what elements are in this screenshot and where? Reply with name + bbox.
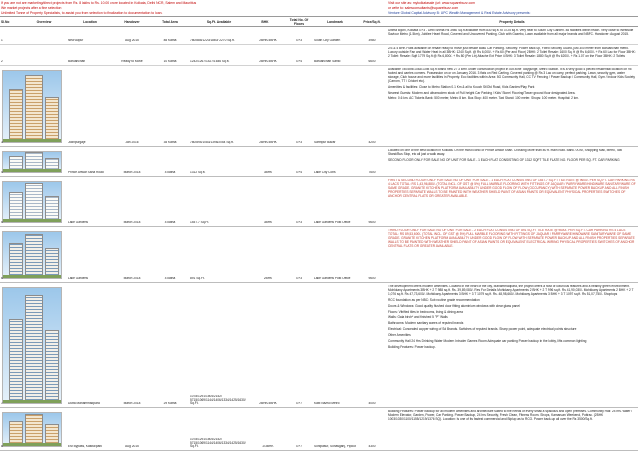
cell-sl: 5 bbox=[1, 221, 3, 225]
cell-handover: Jan 2016 bbox=[125, 141, 139, 145]
detail-paragraph: Community Hall 24 Hrs Drinking Water Modern Intruder Games Room Adequate car parking Power backup in the lobby, lifts common lighting bbox=[388, 339, 587, 344]
banner-left-text: We market projects after a fine selection bbox=[1, 6, 62, 10]
cell-landmark: Sonipasur, Sonasganj, Pipout bbox=[314, 445, 356, 449]
cell-bhk: 2/3BHK bbox=[262, 445, 274, 449]
cell-location: Lake Gardens bbox=[68, 277, 89, 281]
cell-sl: 1 bbox=[1, 39, 3, 43]
cell-price: 9600 bbox=[368, 277, 376, 281]
detail-paragraph: Building Features: Power backup for all modern amenities and architecture suited to the needs of every small a spacious and open premises. Community Hall: 24 hrs. water / Modern Elevator, Garden, Power, Car Parking. Power Backup, 24 hrs Security, Fresh Clean, Fitness Room. Shops, Kamaruan Weekend, Puttrac. (2BHK 1003/1030/1100/1155/1219/1376 SQ). Location: Is one of its fastest commercial and Biplup as to RCO. Power back-up all over the Rs 3500/Sq.ft. bbox=[388, 410, 633, 421]
header-bhk: BHK bbox=[261, 19, 269, 24]
property-details bbox=[388, 29, 636, 44]
building-photo bbox=[2, 181, 62, 223]
cell-total-area: 4 katha bbox=[164, 221, 176, 225]
cell-location: Dutta Mahammadpara bbox=[68, 402, 100, 406]
cell-location: Lake Gardens bbox=[68, 221, 89, 225]
cell-sl: 3 bbox=[1, 141, 3, 145]
header-sl: Sl.No bbox=[1, 19, 10, 24]
cell-total-area: 4 katha bbox=[164, 277, 176, 281]
header-location: Location bbox=[83, 19, 97, 24]
cell-landmark: South City Garden bbox=[314, 39, 341, 43]
building-photo bbox=[2, 287, 62, 404]
building-photo bbox=[2, 231, 62, 279]
cell-bhk: 3BHK bbox=[263, 221, 273, 225]
cell-handover: March 2018 bbox=[123, 402, 141, 406]
building-photo bbox=[2, 151, 62, 173]
detail-paragraph: Available 780/894/1083/1398 Sq.ft Brand new 2 / 3 BHK under construction project in out zone Tollygunge, Metro Station. It is a very good 4 pieced residential location on 95 footed and carries corners. Possession on or on January 2016. 3 flats on Red Carting. Covered parking @ Rs 3 Lac on carry, perfect parking. Lawn, security gym, water storage, Club house and more facilities in Property. Eco facilities within Area: 5G Community Hall, CC TV Fencing / Power Backup / Community Hall, Gym / Indoor Kids Society (Carrom, TT / Cricket etc). bbox=[388, 68, 636, 83]
property-details bbox=[388, 410, 636, 450]
detail-paragraph: 2/3 & 4 BHK Flats available on resale ready to move just beside Basu Car Parking. Security: Power back up, Fixed Security Guard, just 300 meter from Baruahchari metro. Luxury outside Fan and Water Heat in all 3BHK: 1240 Sq.ft. @ Rs 6,000/- + Rs 60 (Per and Floor) 2BHK: 2 Toilet Resale: 1600 Sq. ft @ Rs 6,600/- + Rs 60 Lac for Floor 3BHK: 2 Toilet: Resale: Sqft 1779 Sq.ft @ Rs 6,800/- + Rs 80 (Per Ltr) Attache Ext Price 4 BHK: 3 Toilet Resale: 1880 Sq.ft @ Rs 6200/- + Rs 1.07 on the Floor 3BHK: 2 Toilets bbox=[388, 47, 636, 58]
cell-total-area: 35 Katha bbox=[163, 141, 177, 145]
detail-paragraph: Amenities & facilities: Close to Metro Station 0.1 Km & all to Kouch St/Old Road, Kids Garden/Play Park bbox=[388, 84, 535, 89]
detail-paragraph: SECOND FLOOR ONLY FOR SALE NO OF UNIT FOR SALE - 1 EACH FLAT CONSISTING OF 1312 SQFT TILE FLATE NO. FLOOR PER SQ. FT. CAR PARKING bbox=[388, 157, 620, 162]
cell-total-area: 4 katha bbox=[164, 171, 176, 175]
property-details bbox=[388, 285, 636, 407]
header-floors: Total No. Of Floors bbox=[289, 17, 309, 26]
table-row bbox=[0, 66, 638, 147]
cell-price: 4000 bbox=[368, 402, 376, 406]
cell-landmark: Baruahchari Santo bbox=[314, 60, 341, 64]
property-details bbox=[388, 179, 636, 226]
table-row bbox=[0, 408, 638, 451]
cell-floors: G+3 bbox=[295, 221, 303, 225]
cell-bhk: 2BHK/3BHK bbox=[259, 39, 277, 43]
cell-sl: 4 bbox=[1, 171, 3, 175]
cell-sl: 6 bbox=[1, 277, 3, 281]
table-row bbox=[0, 283, 638, 408]
cell-location: EM Bypass, Kasba/park bbox=[68, 445, 103, 449]
cell-sl: 7 bbox=[1, 402, 3, 406]
property-details bbox=[388, 149, 636, 176]
cell-total-area: 85 Katha bbox=[163, 39, 177, 43]
table-header bbox=[0, 16, 638, 27]
header-total-area: Total Area bbox=[162, 19, 178, 24]
detail-paragraph: Metro: 0.6 km. AC Tickets Bank: 500 meter, Metro 8 km. Bus Stop: 400 meter. Taxi Stand: 100 meter. Shops: 100 meter. Hospital: 2 km. bbox=[388, 96, 579, 101]
cell-floors: G+3 bbox=[295, 39, 303, 43]
cell-sl: 2 bbox=[1, 60, 3, 64]
detail-paragraph: The development offers modern amenities. Located in the heart of the city, Mahammadpara, the project offers a host of luxurious features and a healthy green environment. Mohkkany Apartments 3BHK + 2 T 988 sq.ft. Rs. 39,89,080/- Res For Details Mohkkany Apartments 2 BHK + 2 T 996 sq.ft. Rs 41,90,030/- Mohkkany Apartments 2 BHK + 2 T 1,076 sq.ft. Rs 47,73,600/- Mohkkany Apartments 3 BHK + 3 T 1079 sq.ft. Rs. 48,98,660/- Mohkkany Apartments 3 BHK + 3 T 1097 sq.ft. Rs 51,07,750/- Shoptops bbox=[388, 285, 634, 296]
cell-price: 6600 bbox=[368, 60, 376, 64]
cell-handover: Ready to Move bbox=[121, 60, 143, 64]
table-row bbox=[0, 227, 638, 283]
building-photo bbox=[2, 412, 62, 447]
detail-paragraph: Electrical: Concealed copper wiring of Sd Brands. Switches of reputed brands. Sharp power point, adequate electrical points structure bbox=[388, 327, 577, 332]
header-details: Property Details bbox=[499, 19, 525, 24]
detail-paragraph: Ultima Bijoni, Kolkata G+3 - Debi Shelta Rs 3980 Sq.ft available from 830 sq.ft. to 3725 sq.ft. Very near to South City Garden. 85 facilities within reach. Very close to Westside Saviour Metro (1.5km), Jubilee Heart Road, Covered and Uncovered Parking. Club with Gazebo, Lawn available from all major brands and NBFC. Handover: August 2015. bbox=[388, 29, 634, 36]
cell-location: Baruahchari bbox=[68, 60, 86, 64]
cell-handover: Aug 2015 bbox=[125, 445, 139, 449]
cell-sqft: 1242/1267/1427/1646 Sq.ft. bbox=[190, 60, 230, 64]
cell-sqft: 1078/1291/1504/2152/ 5715/1069/1144/1406/1334/1425/1630/ Sq.Ft. bbox=[190, 438, 246, 449]
detail-paragraph: Floors: Vitrified tiles in bedrooms, living & dining area bbox=[388, 309, 463, 314]
cell-floors: G+4 bbox=[295, 60, 303, 64]
cell-location: Jodhpurgaje bbox=[68, 141, 86, 145]
cell-floors: G+3 bbox=[295, 141, 303, 145]
cell-price: 4300 bbox=[368, 445, 376, 449]
cell-handover: March 2018 bbox=[123, 221, 141, 225]
cell-sqft: 1457.7 Sq.Ft. bbox=[190, 221, 210, 225]
detail-paragraph: THIRD FLOOR ONLY FOR SALE NO OF UNIT FOR SALE - 2 EACH FLAT CONSISTING OF 891 SQ.FT TILE RATE @ 9600/- PER SQ.FT. CAR PARKING RS 4 LACS TOTAL: RS 89,53,600/- (TOTAL INCL. OF GST @ 5%) FULL MARBLE FLOORING WITH FITTINGS OF JAQUAR / PARRYWARE/HINDWARE SANITARYWARE OF SAME GRADE. GRANITE KITCHEN PLATFORM AVAILABILITY UNDER GOOD FLOW OF FLOW WITH SEPARATE POWER BACKUP AND ALL FINISH PROPERTIES SEPARATE WALLS TO BE PAINTED WITH WEATHER SHIELD PAINT OF ASIAN PAINTS OR EQUIVALENT ELECTRICAL WIRING PHYSICAL PROPERTIES SWITCHES OF ANCHOR CENTRAL FLATS OR GREATER AVAILABLE. bbox=[388, 229, 635, 248]
cell-price: 4200 bbox=[368, 141, 376, 145]
cell-total-area: 29 Katha bbox=[163, 402, 177, 406]
banner-right-text[interactable]: or write to: salesconsultants@squarebuzz.com bbox=[388, 6, 459, 10]
cell-bhk: 2BHK bbox=[263, 277, 273, 281]
banner-left-text: Unlimited Tonne of Property Specialists, to assist you from selection to finalization to documentation to loan. bbox=[1, 11, 163, 15]
detail-paragraph: Walls: Gala birch* and finished 5 "P" Walls bbox=[388, 315, 448, 320]
cell-floors: G+7 bbox=[295, 402, 303, 406]
property-details bbox=[388, 229, 636, 282]
cell-landmark: Kabi Nazrul Metro bbox=[314, 402, 340, 406]
cell-landmark: Lake City Cons bbox=[314, 171, 336, 175]
detail-paragraph: FIRST & SECOND FLOOR ONLY FOR SALE NO OF UNIT FOR SALE - 1 EACH FLAT CONSISTING OF 1457.7 SQ.FT TILE RATE @ 9600/- PER SQ.FT. CAR PARKING RS 4 LACS TOTAL: RS 1,43,96,880/- (TOTAL INCL. OF GST @ 5%) FULL MARBLE FLOORING WITH FITTINGS OF JAQUAR / PARRYWARE/HINDWARE SANITARYWARE OF SAME GRADE. GRANITE KITCHEN PLATFORM AVAILABILITY UNDER GOOD FLOW OF FLOW (OCCUPANCY) WITH SEPARATE POWER BACKUP AND ALL FINISH PROPERTIES SEPARATE WALLS TO BE PAINTED WITH WEATHER SHIELD PAINT OF ASIAN PAINTS OR EQUIVALENT PHYSICAL PROPERTIES SWITCHES OF ANCHOR CENTRAL FLATS OR GREATER AVAILABLE. bbox=[388, 179, 636, 198]
cell-handover: Aug 2015 bbox=[125, 39, 139, 43]
cell-bhk: 3BHK bbox=[263, 171, 273, 175]
header-overview: Overview bbox=[36, 19, 52, 24]
table-row bbox=[0, 147, 638, 177]
cell-price: 7600 bbox=[368, 171, 376, 175]
cell-bhk: 2BHK/3BHK bbox=[259, 60, 277, 64]
banner-right-text: Venture Global Capital Advisory B: UPC Wealth Management & Real Estate Advisory presents: bbox=[388, 11, 531, 15]
cell-handover: March 2018 bbox=[123, 277, 141, 281]
cell-handover: March 2018 bbox=[123, 171, 141, 175]
cell-sqft: 1078/1291/1504/2152/ 5715/1069/1144/1406/1334/1425/1630/ Sq.Ft. bbox=[190, 395, 246, 406]
cell-sqft: 780/894/1083/1398/2054 Sq.ft. bbox=[190, 141, 234, 145]
cell-total-area: 10 Katha bbox=[163, 60, 177, 64]
cell-sl: 8 bbox=[1, 445, 3, 449]
cell-landmark: Lake Gardens Post Office bbox=[314, 277, 351, 281]
table-row bbox=[0, 45, 638, 66]
property-details bbox=[388, 68, 636, 146]
cell-floors: G+7 bbox=[295, 445, 303, 449]
detail-paragraph: Located on one of the best location in Kolkata. On the most iconic of Prince Anwar Shah. Crossing More than 80 ft. main road. Bank / ATM, Shopping Mall, Metro, Taxi Stand/Bus Stop, etc all just a walk away. bbox=[388, 149, 623, 156]
cell-location: Prince Anwar Saha Road bbox=[68, 171, 104, 175]
detail-paragraph: Building Features: Power backup. bbox=[388, 344, 436, 349]
cell-floors: G+4 bbox=[295, 171, 303, 175]
detail-paragraph: RCC foundation as per NBC: Sub routine grade recommendation bbox=[388, 297, 480, 302]
detail-paragraph: Other Amenities bbox=[388, 333, 411, 338]
cell-price: 3980 bbox=[368, 39, 376, 43]
cell-landmark: Sarthpur Bazar bbox=[314, 141, 336, 145]
table-row bbox=[0, 27, 638, 45]
detail-paragraph: Doors & Windows: Good quality flushed door fitting aluminium windows with clear glass panel bbox=[388, 303, 520, 308]
cell-landmark: Lake Gardens Post Office bbox=[314, 221, 351, 225]
banner-left-text: If you are not are marketing/direct projects from Rs. 8 lakhs to Rs. 10.00 crore located in Kolkata, Delhi NCR, Salem and Mauritius bbox=[1, 1, 197, 5]
cell-bhk: 2BHK/3BHK bbox=[259, 402, 277, 406]
table-row bbox=[0, 177, 638, 227]
detail-paragraph: Bathrooms: Modern sanitary wares of reputed brands bbox=[388, 321, 464, 326]
cell-sqft: 891 Sq.Ft. bbox=[190, 277, 205, 281]
cell-bhk: 2BHK/3BHK bbox=[259, 141, 277, 145]
header-landmark: Landmark bbox=[327, 19, 343, 24]
cell-sqft: 1312 Sq.ft. bbox=[190, 171, 206, 175]
header-price: Price/Sq.ft. bbox=[363, 19, 381, 24]
header-handover: Handover bbox=[124, 19, 140, 24]
building-photo bbox=[2, 70, 62, 143]
cell-price: 9600 bbox=[368, 221, 376, 225]
cell-floors: G+3 bbox=[295, 277, 303, 281]
property-details bbox=[388, 47, 636, 65]
header-sqft: Sq.Ft. Available bbox=[206, 19, 232, 24]
cell-location: New Alipur bbox=[68, 39, 84, 43]
banner-right-text[interactable]: Visit our site as: mykolkatasale (url: www.squarebuzz.com bbox=[388, 1, 475, 5]
detail-paragraph: Nearest Guests: Modern and ultramodern stock of Full height Car Parking / Kids' Store/ Flooring/Tower ground floor designated Area. bbox=[388, 90, 576, 95]
cell-sqft: 780/885/1220/1860/ 2270 Sq.ft. bbox=[190, 39, 235, 43]
